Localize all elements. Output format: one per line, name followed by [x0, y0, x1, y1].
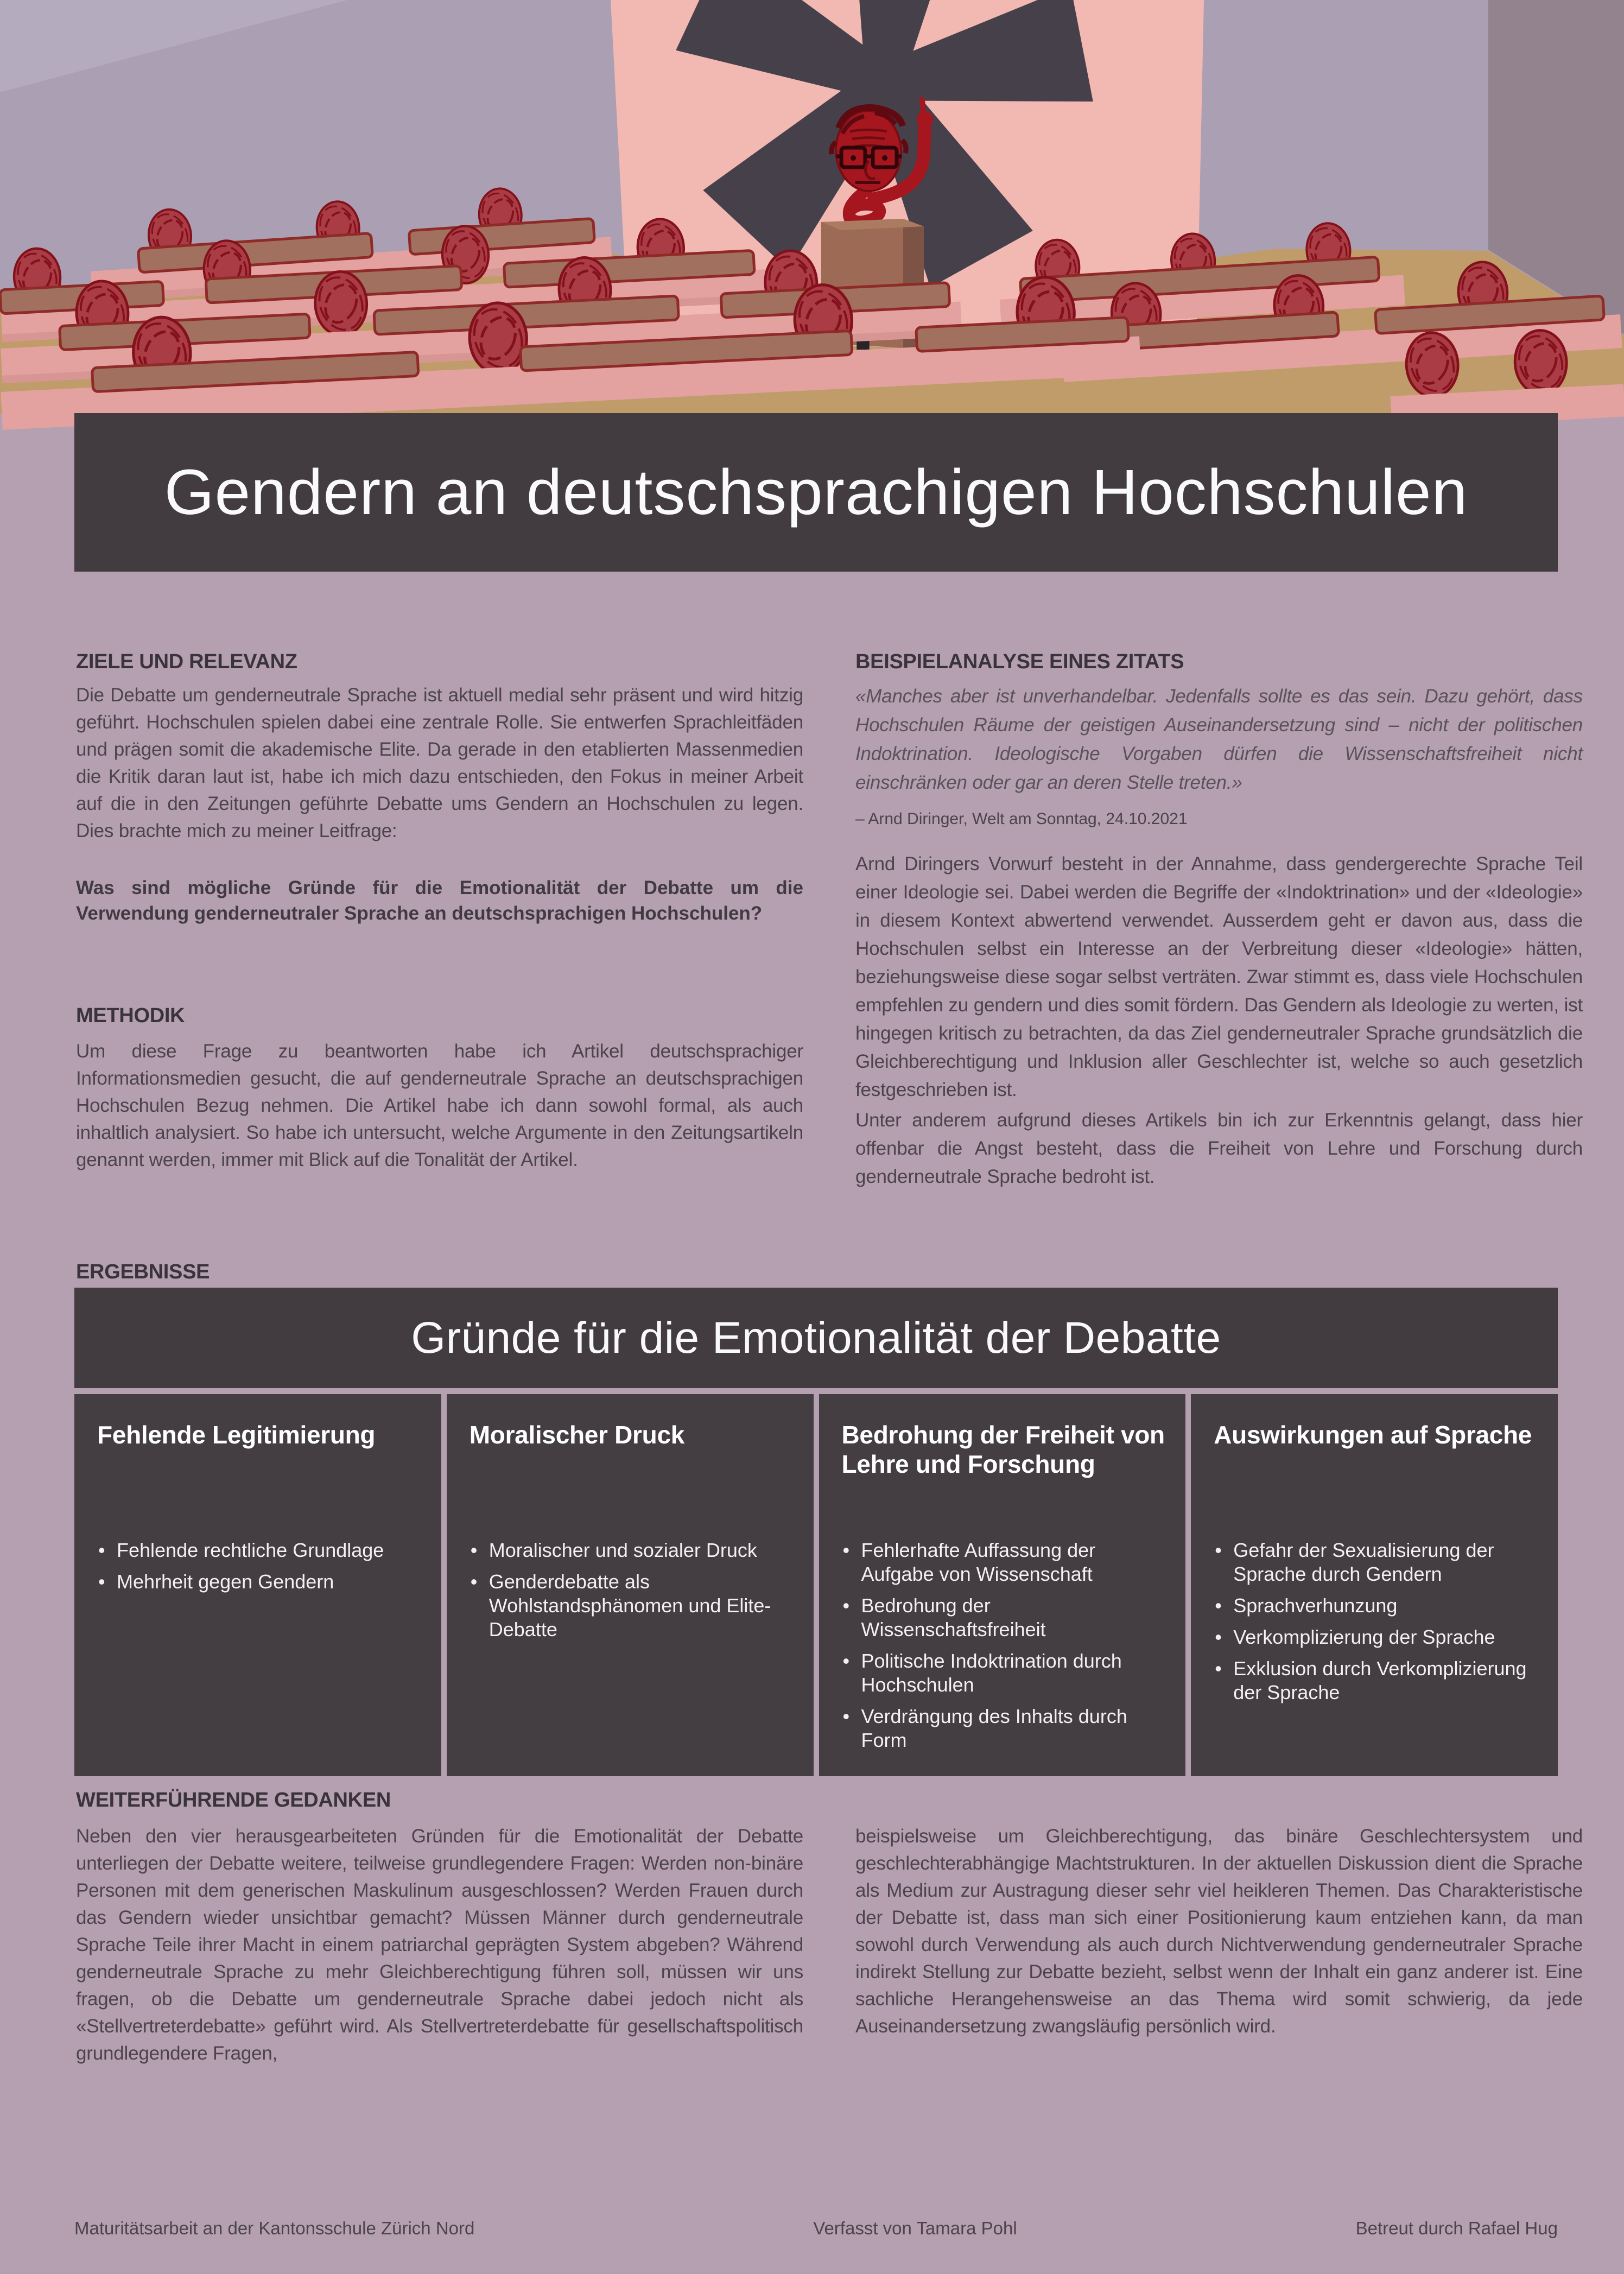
result-box-list: [97, 1538, 421, 1594]
list-item: • Fehlende rechtliche Grundlage: [97, 1538, 421, 1562]
analyse-paragraph-2: Unter anderem aufgrund dieses Artikels bin ich zur Erkenntnis gelangt, dass hier offenbar die Angst besteht, dass die Freiheit von Lehre und Forschung durch genderneutrale Sprache bedroht ist.: [855, 1110, 1583, 1187]
list-item: • Mehrheit gegen Gendern: [97, 1570, 421, 1594]
result-box-auswirkungen-sprache: [1191, 1394, 1558, 1776]
lecture-hall-illustration: [0, 0, 1624, 414]
heading-ziele-und-relevanz: ZIELE UND RELEVANZ: [76, 650, 297, 673]
list-item: • Verkomplizierung der Sprache: [1214, 1625, 1537, 1649]
footer-supervisor: Betreut durch Rafael Hug: [1355, 2218, 1558, 2238]
list-item: • Moralischer und sozialer Druck: [470, 1538, 793, 1562]
result-box-fehlende-legitimierung: [74, 1394, 441, 1776]
ziele-paragraph: Die Debatte um genderneutrale Sprache ist aktuell medial sehr präsent und wird hitzig geführt. Hochschulen spielen dabei eine zentrale Rolle. Sie entwerfen Sprachleitfäden und prägen somit die akademische Elite. Da gerade in den etablierten Massenmedien die Kritik daran laut ist, habe ich mich dazu entschieden, den Fokus in meiner Arbeit auf die in den Zeitungen geführte Debatte ums Gendern an Hochschulen zu legen. Dies brachte mich zu meiner Leitfrage:: [76, 685, 803, 841]
list-item: • Fehlerhafte Auffassung der Aufgabe von Wissenschaft: [842, 1538, 1165, 1586]
pointing-finger: [922, 100, 924, 115]
list-item: • Exklusion durch Verkomplizierung der Sprache: [1214, 1657, 1537, 1705]
list-item: • Politische Indoktrination durch Hochschulen: [842, 1649, 1165, 1697]
heading-beispielanalyse: BEISPIELANALYSE EINES ZITATS: [855, 650, 1184, 673]
title-banner: [74, 413, 1558, 572]
ergebnisse-banner: [74, 1288, 1558, 1388]
result-box-bedrohung-freiheit: [819, 1394, 1186, 1776]
result-box-title: Fehlende Legitimierung: [97, 1421, 376, 1449]
result-box-title: Moralischer Druck: [469, 1421, 685, 1449]
ergebnisse-boxes: [74, 1394, 1558, 1751]
list-item: • Gefahr der Sexualisierung der Sprache durch Gendern: [1214, 1538, 1537, 1586]
result-box-list: [842, 1538, 1165, 1752]
result-box-moralischer-druck: [447, 1394, 814, 1776]
list-item: • Sprachverhunzung: [1214, 1594, 1537, 1618]
heading-weiterfuehrende-gedanken: WEITERFÜHRENDE GEDANKEN: [76, 1789, 391, 1811]
methodik-paragraph: Um diese Frage zu beantworten habe ich Artikel deutschsprachiger Informationsmedien gesucht, die auf genderneutrale Sprache an deutschsprachigen Hochschulen Bezug nehmen. Die Artikel habe ich dann sowohl formal, als auch inhaltlich analysiert. So habe ich untersucht, welche Argumente in den Zeitungsartikeln genannt werden, immer mit Blick auf die Tonalität der Artikel.: [76, 1041, 803, 1170]
heading-methodik: METHODIK: [76, 1004, 185, 1027]
analyse-paragraph-1: Arnd Diringers Vorwurf besteht in der Annahme, dass gendergerechte Sprache Teil einer Ideologie sei. Dabei werden die Begriffe der «Indoktrination» und der «Ideologie» in diesem Kontext abwertend verwendet. Ausserdem geht er davon aus, dass die Hochschulen selbst ein Interesse an der Verbreitung dieser «Ideologie» hätten, beziehungsweise diese sogar selbst verträten. Zwar stimmt es, dass viele Hochschulen empfehlen zu gendern und dies somit fördern. Das Gendern als Ideologie zu werten, ist hingegen kritisch zu betrachten, da das Ziel genderneutraler Sprache grundsätzlich die Gleichberechtigung und Inklusion aller Geschlechter ist, welche so auch gesetzlich festgeschrieben ist.: [855, 853, 1583, 1100]
zitat-quote: «Manches aber ist unverhandelbar. Jedenfalls sollte es das sein. Dazu gehört, dass Hochschulen Räume der geistigen Auseinandersetzung sind – nicht der politischen Indoktrination. Ideologische Vorgaben dürfen die Wissenschaftsfreiheit nicht einschränken oder gar an deren Stelle treten.»: [855, 686, 1583, 793]
list-item: • Verdrängung des Inhalts durch Form: [842, 1705, 1165, 1752]
result-box-title: Bedrohung der Freiheit von Lehre und Forschung: [841, 1421, 1165, 1478]
footer-author: Verfasst von Tamara Pohl: [813, 2218, 1017, 2238]
list-item: • Bedrohung der Wissenschaftsfreiheit: [842, 1594, 1165, 1642]
gedanken-right-paragraph: beispielsweise um Gleichberechtigung, das binäre Geschlechtersystem und geschlechterabhängige Machtstrukturen. In der aktuellen Diskussion dient die Sprache als Medium zur Austragung dieser sehr viel heikleren Themen. Das Charakteristische der Debatte ist, dass man sich einer Positionierung kaum entziehen kann, da man sowohl durch Verwendung als auch durch Nichtverwendung genderneutraler Sprache indirekt Stellung zur Debatte bezieht, selbst wenn der Inhalt ein ganz anderer ist. Eine sachliche Herangehensweise an das Thema wird somit schwierig, da jede Auseinandersetzung zwangsläufig persönlich wird.: [855, 1826, 1583, 2037]
heading-ergebnisse: ERGEBNISSE: [76, 1260, 210, 1283]
ergebnisse-banner-title: Gründe für die Emotionalität der Debatte: [411, 1313, 1221, 1363]
footer-school: Maturitätsarbeit an der Kantonsschule Zürich Nord: [74, 2218, 475, 2238]
zitat-attribution: – Arnd Diringer, Welt am Sonntag, 24.10.2021: [855, 810, 1188, 828]
footer: [74, 2218, 1558, 2239]
result-box-title: Auswirkungen auf Sprache: [1214, 1421, 1532, 1449]
leitfrage: Was sind mögliche Gründe für die Emotionalität der Debatte um die Verwendung genderneutraler Sprache an deutschsprachigen Hochschulen?: [76, 877, 803, 924]
list-item: • Genderdebatte als Wohlstandsphänomen und Elite-Debatte: [470, 1570, 793, 1642]
gedanken-left-paragraph: Neben den vier herausgearbeiteten Gründen für die Emotionalität der Debatte unterliegen der Debatte weitere, teilweise grundlegendere Fragen: Werden non-binäre Personen mit dem generischen Maskulinum ausgeschlossen? Werden Frauen durch das Gendern wieder unsichtbar gemacht? Müssen Männer durch genderneutrale Sprache Teile ihrer Macht in einem patriarchal geprägten System abgeben? Während genderneutrale Sprache zu mehr Gleichberechtigung führen soll, müssen wir uns fragen, ob die Debatte um genderneutrale Sprache dabei jedoch nicht als «Stellvertreterdebatte» geführt wird. Als Stellvertreterdebatte für gesellschaftspolitisch grundlegendere Fragen,: [76, 1826, 803, 2064]
poster-title: Gendern an deutschsprachigen Hochschulen: [164, 457, 1468, 528]
result-box-list: [1214, 1538, 1537, 1705]
result-box-list: [470, 1538, 793, 1642]
